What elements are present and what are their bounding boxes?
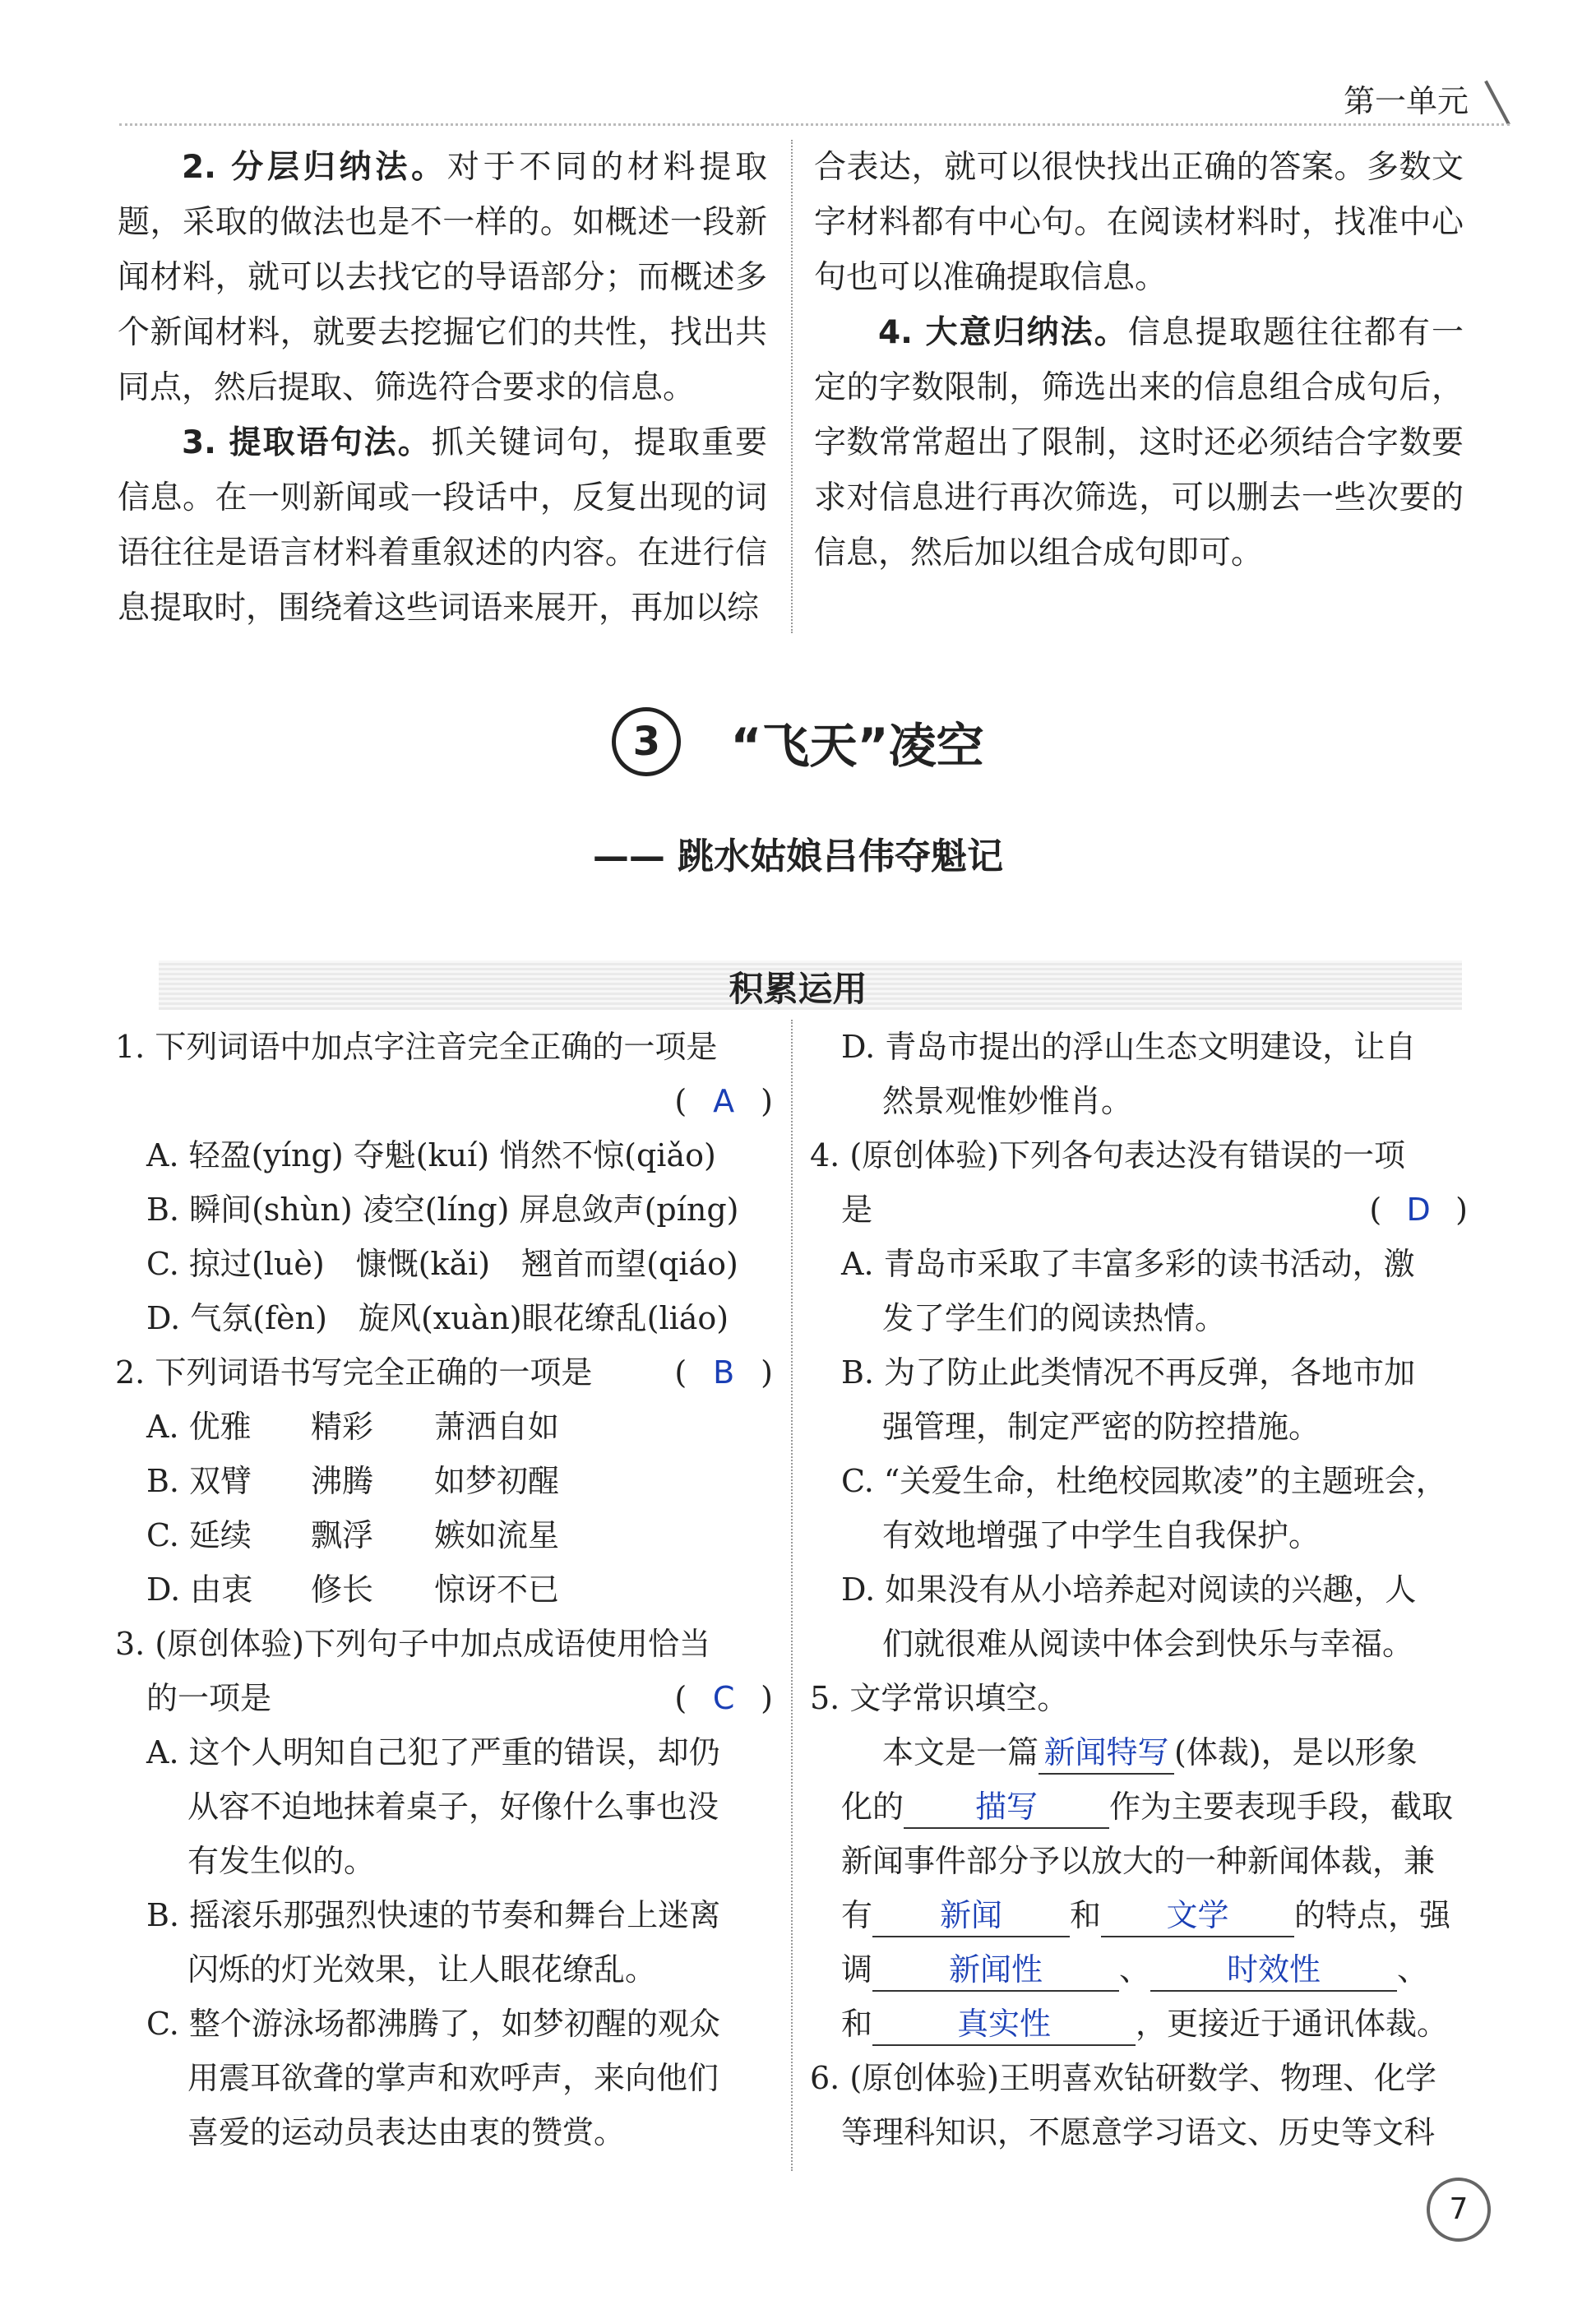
option: D. 气氛(fèn) 旋风(xuàn)眼花缭乱(liáo) — [146, 1300, 729, 1336]
question-stem — [115, 1345, 773, 1400]
header-slash-decoration — [1484, 81, 1510, 126]
fill-blank: 新闻特写 — [1039, 1732, 1174, 1775]
option: B. 为了防止此类情况不再反弹，各地市加 — [841, 1354, 1416, 1391]
method-text-left — [118, 140, 767, 636]
method-body: 抓关键词句，提取重要信息。在一则新闻或一段话中，反复出现的词语往往是语言材料着重叙述的内容。在进行信息提取时，围绕着这些词语来展开，再加以综 — [118, 424, 767, 627]
method-paragraph — [814, 140, 1464, 305]
question-stem: 等理科知识，不愿意学习语文、历史等文科 — [841, 2114, 1436, 2150]
option-continued: 然景观惟妙惟肖。 — [882, 1083, 1133, 1119]
column-divider — [791, 1020, 793, 2171]
method-paragraph — [118, 415, 767, 636]
text: 和 — [841, 2006, 873, 2042]
paren: ) — [761, 1680, 773, 1716]
questions-left-column — [115, 1020, 773, 2159]
lesson-title — [0, 707, 1596, 776]
question-stem: 3. (原创体验)下列句子中加点成语使用恰当 — [115, 1626, 710, 1662]
word: A. 优雅 — [146, 1409, 252, 1445]
method-body: 合表达，就可以很快找出正确的答案。多数文字材料都有中心句。在阅读材料时，找准中心句也可以准确提取信息。 — [814, 149, 1464, 296]
option-continued: 用震耳欲聋的掌声和欢呼声，来向他们 — [187, 2060, 719, 2096]
option: D. 如果没有从小培养起对阅读的兴趣，人 — [841, 1571, 1417, 1608]
paren: ( — [674, 1354, 687, 1391]
option: A. 轻盈(yíng) 夺魁(kuí) 悄然不惊(qiǎo) — [146, 1137, 716, 1173]
page-number: 7 — [1427, 2178, 1491, 2242]
answer-row — [115, 1074, 773, 1128]
question-stem: 4. (原创体验)下列各句表达没有错误的一项 — [810, 1137, 1405, 1173]
fill-line: 新闻事件部分予以放大的一种新闻体裁，兼 — [841, 1843, 1436, 1879]
method-heading: 4. 大意归纳法。 — [878, 314, 1128, 351]
lesson-title-text: “飞天”凌空 — [730, 718, 984, 774]
word: 精彩 — [311, 1409, 374, 1445]
option-continued: 喜爱的运动员表达由衷的赞赏。 — [187, 2114, 626, 2150]
answer-mark: A — [713, 1083, 735, 1119]
method-text-right — [814, 140, 1464, 581]
word: B. 双臂 — [146, 1463, 252, 1499]
option-continued: 强管理，制定严密的防控措施。 — [882, 1409, 1321, 1445]
fill-line — [810, 1725, 1468, 1780]
option: B. 摇滚乐那强烈快速的节奏和舞台上迷离 — [146, 1897, 721, 1933]
questions-right-column — [810, 1020, 1468, 2159]
option-continued: 们就很难从阅读中体会到快乐与幸福。 — [882, 1626, 1414, 1662]
method-paragraph — [814, 305, 1464, 581]
answer-mark: B — [713, 1354, 735, 1391]
paren: ) — [761, 1083, 773, 1119]
question-stem: 6. (原创体验)王明喜欢钻研数学、物理、化学 — [810, 2060, 1436, 2096]
option: C. “关爱生命，杜绝校园欺凌”的主题班会， — [841, 1463, 1447, 1499]
paren: ) — [761, 1354, 773, 1391]
word: C. 延续 — [146, 1517, 252, 1553]
text: 、 — [1397, 1951, 1429, 1988]
option-continued: 有效地增强了中学生自我保护。 — [882, 1517, 1321, 1553]
option-continued: 闪烁的灯光效果，让人眼花缭乱。 — [187, 1951, 657, 1988]
stem-text: 的一项是 — [146, 1680, 272, 1716]
fill-blank: 真实性 — [872, 2003, 1136, 2046]
option — [115, 1400, 773, 1454]
paren: ) — [1455, 1192, 1468, 1228]
option: B. 瞬间(shùn) 凌空(líng) 屏息敛声(píng) — [146, 1192, 739, 1228]
text: 作为主要表现手段，截取 — [1109, 1789, 1454, 1825]
fill-blank: 新闻 — [872, 1895, 1070, 1937]
word: D. 由衷 — [146, 1571, 253, 1608]
answer-box — [674, 1345, 773, 1400]
unit-label: 第一单元 — [1343, 83, 1469, 119]
method-body: 对于不同的材料提取题，采取的做法也是不一样的。如概述一段新闻材料，就可以去找它的导语部分；而概述多个新闻材料，就要去挖掘它们的共性，找出共同点，然后提取、筛选符合要求的信息。 — [118, 149, 767, 406]
question-stem — [810, 1183, 1468, 1237]
paren: ( — [1369, 1192, 1382, 1228]
answer-mark: D — [1406, 1192, 1431, 1228]
fill-blank: 新闻性 — [872, 1949, 1119, 1992]
fill-blank: 描写 — [904, 1786, 1109, 1829]
option — [115, 1562, 773, 1617]
stem-text: 是 — [841, 1192, 873, 1228]
fill-line — [810, 1780, 1468, 1834]
stem-text: 2. 下列词语书写完全正确的一项是 — [115, 1354, 593, 1391]
section-title: 积累运用 — [729, 969, 867, 1009]
option: A. 这个人明知自己犯了严重的错误，却仍 — [146, 1734, 720, 1770]
method-heading: 3. 提取语句法。 — [182, 424, 432, 461]
header-divider — [119, 123, 1510, 126]
word: 如梦初醒 — [434, 1463, 560, 1499]
text: 调 — [841, 1951, 873, 1988]
fill-line — [810, 1997, 1468, 2051]
question-stem — [115, 1671, 773, 1725]
fill-line — [810, 1942, 1468, 1997]
question-stem: 5. 文学常识填空。 — [810, 1680, 1069, 1716]
paren: ( — [674, 1680, 687, 1716]
option: A. 青岛市采取了丰富多彩的读书活动，激 — [841, 1246, 1415, 1282]
option — [115, 1508, 773, 1562]
text: ，更接近于通讯体裁。 — [1136, 2006, 1449, 2042]
paren: ( — [674, 1083, 687, 1119]
word: 惊讶不已 — [434, 1571, 560, 1608]
option: C. 整个游泳场都沸腾了，如梦初醒的观众 — [146, 2006, 720, 2042]
text: (体裁)，是以形象 — [1174, 1734, 1418, 1770]
text: 的特点，强 — [1294, 1897, 1451, 1933]
fill-blank: 文学 — [1101, 1895, 1294, 1937]
word: 沸腾 — [311, 1463, 374, 1499]
word: 嫉如流星 — [434, 1517, 560, 1553]
fill-blank: 时效性 — [1150, 1949, 1397, 1992]
method-body: 信息提取题往往都有一定的字数限制，筛选出来的信息组合成句后，字数常常超出了限制，这时还必须结合字数要求对信息进行再次筛选，可以删去一些次要的信息，然后加以组合成句即可。 — [814, 314, 1464, 572]
word: 飘浮 — [311, 1517, 374, 1553]
word: 萧洒自如 — [434, 1409, 560, 1445]
column-divider — [791, 140, 793, 633]
text: 和 — [1070, 1897, 1102, 1933]
text: 有 — [841, 1897, 873, 1933]
option — [115, 1454, 773, 1508]
method-paragraph — [118, 140, 767, 415]
answer-box — [674, 1671, 773, 1725]
question-stem: 1. 下列词语中加点字注音完全正确的一项是 — [115, 1029, 718, 1065]
option: C. 掠过(luè) 慷慨(kǎi) 翘首而望(qiáo) — [146, 1246, 738, 1282]
lesson-subtitle: —— 跳水姑娘吕伟夺魁记 — [592, 835, 1004, 877]
option-continued: 有发生似的。 — [187, 1843, 376, 1879]
option-continued: 从容不迫地抹着桌子，好像什么事也没 — [187, 1789, 719, 1825]
method-heading: 2. 分层归纳法。 — [182, 149, 447, 186]
fill-line — [810, 1888, 1468, 1942]
option-continued: 发了学生们的阅读热情。 — [882, 1300, 1227, 1336]
answer-mark: C — [712, 1680, 735, 1716]
text: 本文是一篇 — [882, 1734, 1039, 1770]
word: 修长 — [311, 1571, 374, 1608]
lesson-number-badge: 3 — [612, 707, 681, 776]
text: 化的 — [841, 1789, 904, 1825]
option: D. 青岛市提出的浮山生态文明建设，让自 — [841, 1029, 1417, 1065]
answer-box — [1369, 1183, 1468, 1237]
text: 、 — [1119, 1951, 1151, 1988]
